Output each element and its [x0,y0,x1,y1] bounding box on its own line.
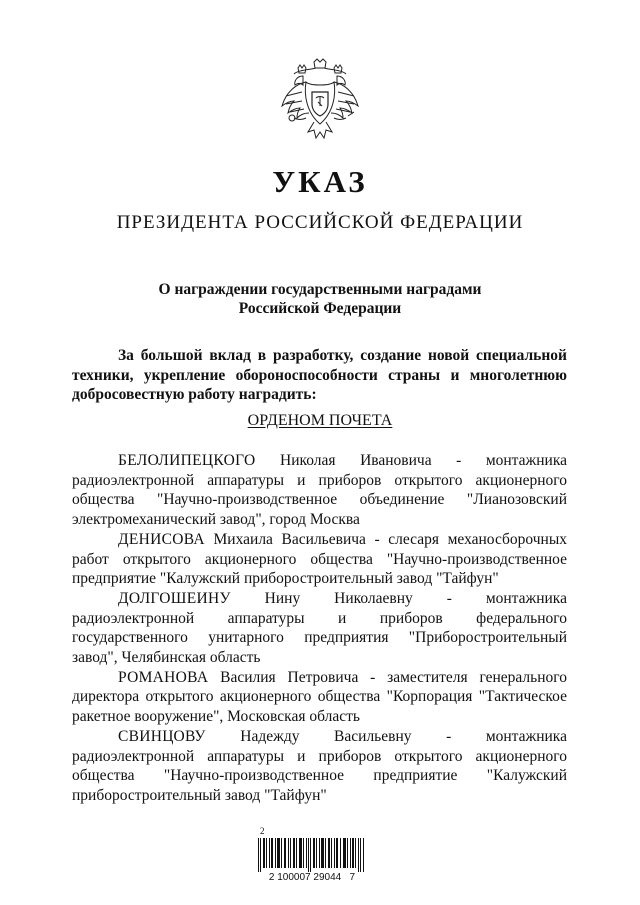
recipient-surname: ДЕНИСОВА [118,530,205,548]
barcode-number: 2 100007 29044 7 [268,872,356,883]
recipient-item [72,589,567,668]
award-title: ОРДЕНОМ ПОЧЕТА [247,412,393,429]
recipient-details: Василия Петровича - заместителя генерального директора открытого акционерного общества "Корпорация "Тактическое ракетное вооружение", Московская область [72,668,567,726]
recipient-list [72,451,567,806]
decree-heading-line-2: Российской Федерации [238,300,402,317]
decree-title: УКАЗ [272,164,368,199]
recipient-details: Михаила Васильевича - слесаря механосборочных работ открытого акционерного общества "Научно-производственное предприятие "Калужский приборостроительный завод "Тайфун" [72,530,567,588]
barcode [256,826,368,886]
decree-preamble: За большой вклад в разработку, создание новой специальной техники, укрепление обороноспособности страны и многолетнюю добросовестную работу наградить: [72,347,567,403]
recipient-surname: РОМАНОВА [118,668,209,686]
recipient-item [72,451,567,530]
decree-subtitle: ПРЕЗИДЕНТА РОССИЙСКОЙ ФЕДЕРАЦИИ [116,212,524,233]
barcode-icon [258,838,366,872]
recipient-surname: СВИНЦОВУ [118,727,206,745]
recipient-surname: ДОЛГОШЕИНУ [118,589,231,607]
decree-heading-line-1: О награждении государственными наградами [158,281,482,298]
recipient-surname: БЕЛОЛИПЕЦКОГО [118,452,256,469]
recipient-item [72,727,567,806]
recipient-item [72,530,567,589]
decree-heading [0,280,640,318]
recipient-item [72,668,567,727]
barcode-mark: 2 [260,826,265,836]
recipient-details: Николая Ивановича - монтажника радиоэлектронной аппаратуры и приборов открытого акционерного общества "Научно-производственное объединение "Лианозовский электромеханический завод", город Москва [72,452,567,529]
recipient-details: Надежду Васильевну - монтажника радиоэлектронной аппаратуры и приборов открытого акционерного общества "Научно-производственное предприятие "Калужский приборостроительный завод "Тайфун" [72,727,567,804]
recipient-details: Нину Николаевну - монтажника радиоэлектронной аппаратуры и приборов федерального государственного унитарного предприятия "Приборостроительный завод", Челябинская область [72,589,567,667]
coat-of-arms-icon [276,58,364,148]
